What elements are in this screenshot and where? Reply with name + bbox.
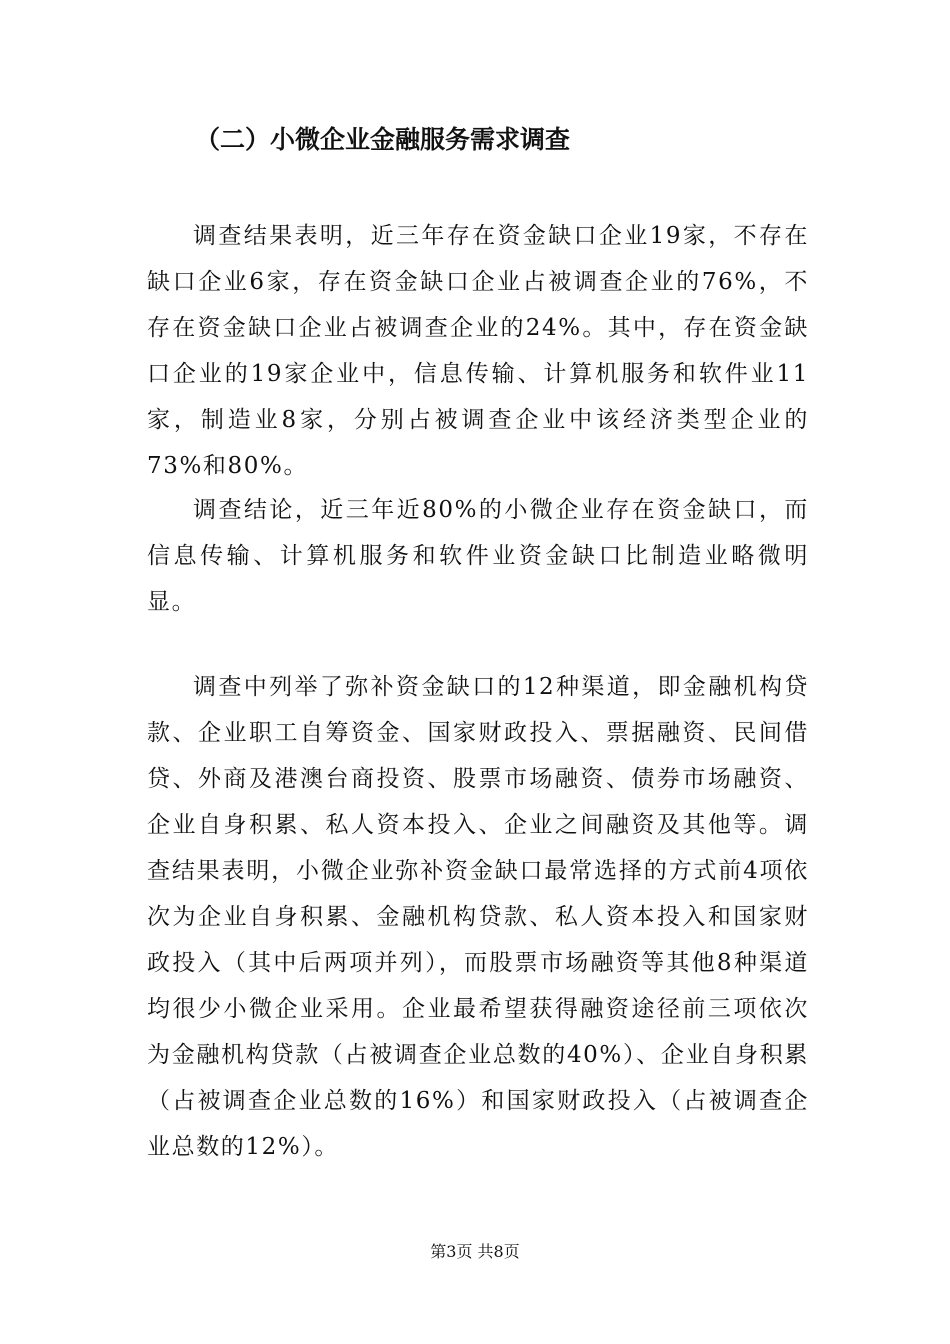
section-heading: （二）小微企业金融服务需求调查: [195, 125, 571, 154]
paragraph-financing-channels: 调查中列举了弥补资金缺口的12种渠道，即金融机构贷款、企业职工自筹资金、国家财政投入、票据融资、民间借贷、外商及港澳台商投资、股票市场融资、债券市场融资、企业自身积累、私人资本投入、企业之间融资及其他等。调查结果表明，小微企业弥补资金缺口最常选择的方式前4项依次为企业自身积累、金融机构贷款、私人资本投入和国家财政投入（其中后两项并列），而股票市场融资等其他8种渠道均很少小微企业采用。企业最希望获得融资途径前三项依次为金融机构贷款（占被调查企业总数的40%）、企业自身积累（占被调查企业总数的16%）和国家财政投入（占被调查企业总数的12%）。: [147, 674, 809, 1160]
paragraph-survey-conclusion: 调查结论，近三年近80%的小微企业存在资金缺口，而信息传输、计算机服务和软件业资金缺口比制造业略微明显。: [147, 497, 809, 615]
paragraph-survey-results: 调查结果表明，近三年存在资金缺口企业19家，不存在缺口企业6家，存在资金缺口企业占被调查企业的76%，不存在资金缺口企业占被调查企业的24%。其中，存在资金缺口企业的19家企业中，信息传输、计算机服务和软件业11家，制造业8家，分别占被调查企业中该经济类型企业的73%和80%。: [147, 223, 809, 479]
page-number-footer: 第3页 共8页: [430, 1242, 520, 1261]
